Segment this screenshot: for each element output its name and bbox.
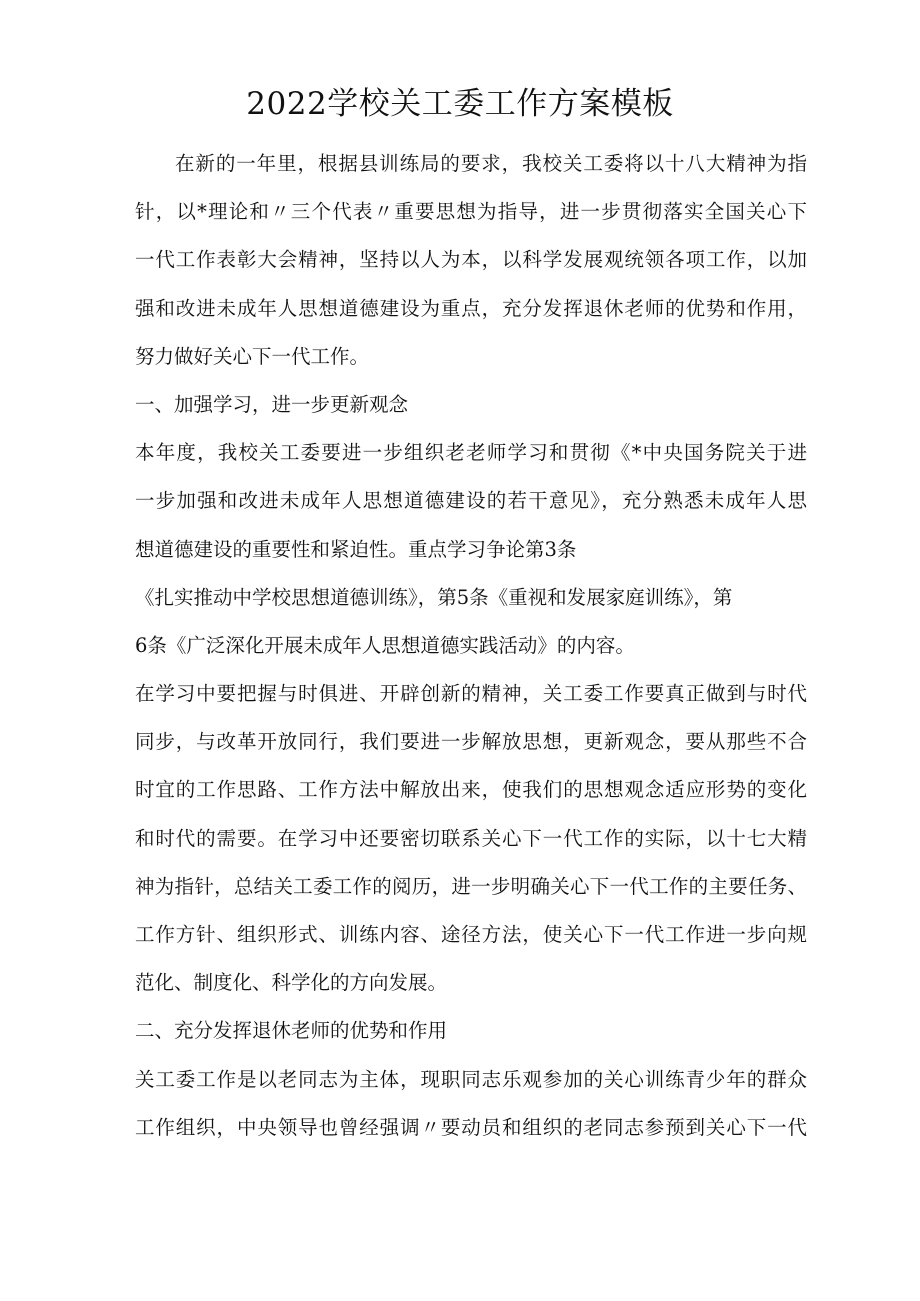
text-line: 时宜的工作思路、工作方法中解放出来，使我们的思想观念适应形势的变化	[135, 778, 807, 802]
text-line: 工作方针、组织形式、训练内容、途径方法，使关心下一代工作进一步向规	[135, 923, 807, 946]
text-line: 一、加强学习，进一步更新观念	[135, 392, 409, 416]
text-line: 强和改进未成年人思想道德建设为重点，充分发挥退休老师的优势和作用，	[135, 296, 807, 320]
text-line: 努力做好关心下一代工作。	[135, 344, 370, 368]
document-body	[135, 140, 807, 1152]
text-line: 工作组织，中央领导也曾经强调〃要动员和组织的老同志参预到关心下一代	[135, 1115, 807, 1139]
text-line: 一代工作表彰大会精神，坚持以人为本，以科学发展观统领各项工作，以加	[135, 248, 807, 272]
text-line: 想道德建设的重要性和紧迫性。重点学习争论第3条	[135, 537, 577, 561]
text-line: 《扎实推动中学校思想道德训练》，第5条《重视和发展家庭训练》，第	[135, 585, 733, 609]
text-line: 关工委工作是以老同志为主体，现职同志乐观参加的关心训练青少年的群众	[135, 1067, 807, 1091]
text-line: 范化、制度化、科学化的方向发展。	[135, 971, 448, 995]
text-line: 神为指针，总结关工委工作的阅历，进一步明确关心下一代工作的主要任务、	[135, 874, 807, 898]
text-line: 同步，与改革开放同行，我们要进一步解放思想，更新观念，要从那些不合	[135, 730, 807, 754]
text-line: 二、充分发挥退休老师的优势和作用	[135, 1019, 448, 1043]
text-line: 6条《广泛深化开展未成年人思想道德实践活动》的内容。	[135, 633, 635, 657]
text-line: 针，以*理论和〃三个代表〃重要思想为指导，进一步贯彻落实全国关心下	[135, 200, 807, 224]
text-line: 本年度，我校关工委要进一步组织老老师学习和贯彻《*中央国务院关于进	[135, 441, 807, 465]
text-line: 和时代的需要。在学习中还要密切联系关心下一代工作的实际，以十七大精	[135, 826, 807, 850]
text-line: 在学习中要把握与时俱进、开辟创新的精神，关工委工作要真正做到与时代	[135, 682, 807, 706]
page-title: 2022学校关工委工作方案模板	[246, 86, 674, 122]
text-line: 在新的一年里，根据县训练局的要求，我校关工委将以十八大精神为指	[175, 152, 807, 175]
text-line: 一步加强和改进未成年人思想道德建设的若干意见》，充分熟悉未成年人思	[135, 489, 807, 513]
